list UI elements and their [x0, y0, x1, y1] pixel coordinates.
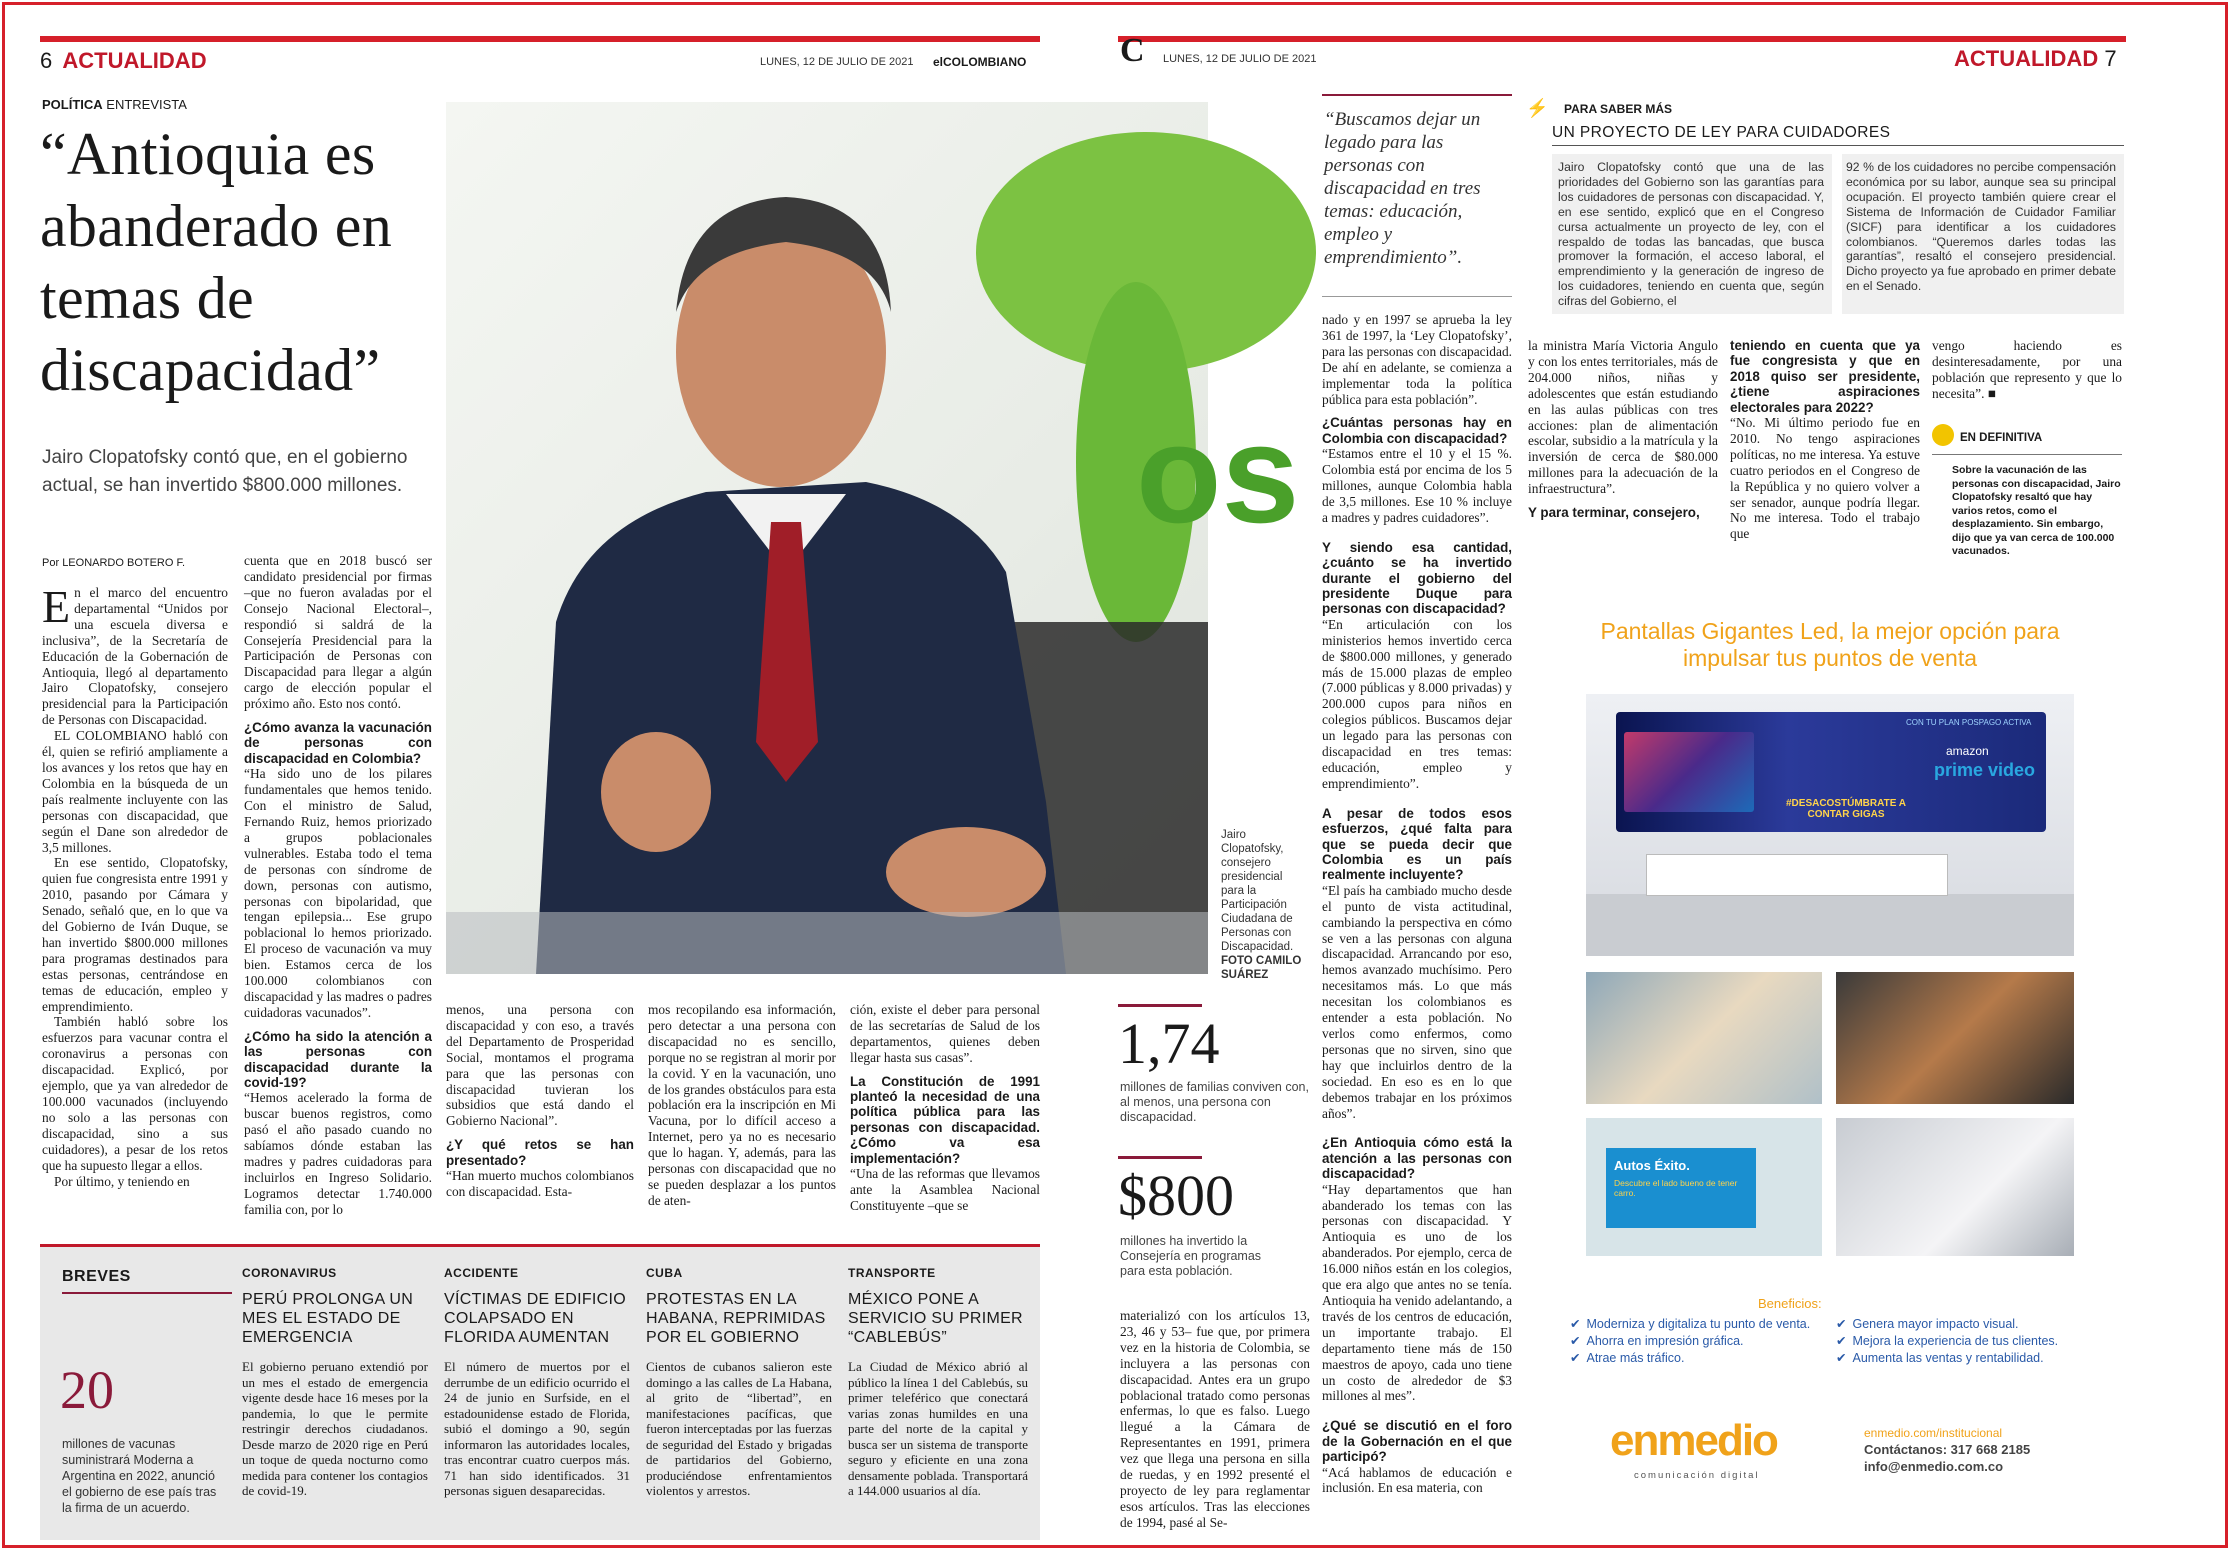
info-box: [1524, 94, 2124, 316]
breve-1-headline: PERÚ PROLONGA UN MES EL ESTADO DE EMERGENCIA: [242, 1291, 414, 1346]
col5-answer-1: “Una de las reformas que llevamos ante la Asamblea Nacional Constituyente –que se: [850, 1166, 1040, 1213]
ad-beneficios-title: Beneficios:: [1758, 1296, 1822, 1311]
article-column-4: [648, 1002, 836, 1209]
ad-photo-autos: [1586, 1118, 1822, 1256]
check-icon: ✔: [1570, 1351, 1581, 1365]
info-box-col1: Jairo Clopatofsky contó que una de las prioridades del Gobierno son las garantías para los cuidadores de personas con discapacidad. Y, en ese sentido, explicó que en el Congreso cursa actualmente un proyecto de ley, con el respaldo de todas las bancadas, que busca promover la formación, el acceso laboral, el emprendimiento y la generación de ingreso de los cuidadores, teniendo en cuenta que, según cifras del Gobierno, el: [1558, 160, 1824, 309]
colA-question-2: Y siendo esa cantidad, ¿cuánto se ha invertido durante el gobierno del presidente Duque para personas con discapacidad?: [1322, 539, 1512, 617]
right-logo-letter: C: [1120, 32, 1145, 69]
ad-photo-store: [1586, 694, 2074, 956]
article-column-1: [42, 581, 228, 1189]
ad-url: enmedio.com/institucional: [1864, 1426, 2003, 1440]
breve-item-4: [848, 1266, 1028, 1499]
stat1-rule: [1118, 1004, 1202, 1007]
pull-quote-rule: [1322, 94, 1512, 96]
right-column-b: [1528, 338, 1718, 520]
ad-store-floor: [1586, 894, 2074, 956]
breve-4-category: TRANSPORTE: [848, 1266, 936, 1280]
ad-autos-screen: [1606, 1148, 1756, 1228]
colA-question-5: ¿Qué se discutió en el foro de la Gobernación en el que participó?: [1322, 1418, 1512, 1465]
colB-p1: la ministra María Victoria Angulo y con los entes territoriales, más de 204.000 niños, niñas y adolescentes que están estudiando en las aulas públicas con tres acciones: plan de alimentación escolar, subsidio a la matrícula y la inversión de cerca de $80.000 millones para la adecuación de la infraestructura”.: [1528, 338, 1718, 497]
left-section-label: ACTUALIDAD: [62, 48, 207, 73]
kicker-type: ENTREVISTA: [106, 97, 187, 112]
col3-p1: menos, una persona con discapacidad y con eso, a través del Departamento de Prosperidad Social, montamos el programa para que las personas con discapacidad tuvieran los subsidios que está dando el Gobierno Nacional”.: [446, 1002, 634, 1129]
breve-2-body: El número de muertos por el derrumbe de un edificio ocurrido el 24 de junio en Surfside, en el estadounidense estado de Florida, subió el domingo a 90, según informaron las autoridades locales, tras encontrar cuatro cuerpos más. 71 han sido identificados. 31 personas siguen desaparecidas.: [444, 1359, 630, 1498]
col2-answer-2: “Hemos acelerado la forma de buscar buenos registros, como pasó el año pasado cuando no sabíamos dónde estaban las madres y padres cuidadoras para incluirlos en Ingreso Solidario. Logramos detectar 1.740.000 familia con, por lo: [244, 1090, 432, 1217]
col1-p2: EL COLOMBIANO habló con él, quien se refirió ampliamente a los avances y los retos que hay en Colombia en la búsqueda de un país realmente incluyente con las personas con discapacidad, que según el Dane son alrededor de 3,5 millones.: [42, 728, 228, 855]
deck: Jairo Clopatofsky contó que, en el gobierno actual, se han invertido $800.000 millones.: [42, 447, 408, 496]
colA-question-3: A pesar de todos esos esfuerzos, ¿qué falta para que se pueda decir que Colombia es un país realmente incluyente?: [1322, 805, 1512, 883]
colA-answer-1: “Estamos entre el 10 y el 15 %. Colombia está por encima de los 5 millones, aunque Colombia habla de 3,5 millones. Ese 10 % incluye a madres y padres cuidadores”.: [1322, 446, 1512, 525]
definitiva-rule: [1932, 454, 2122, 455]
info-box-col2: 92 % de los cuidadores no percibe compensación económica por su labor, aunque sea su principal ocupación. El proyecto también quiere crear el Sistema de Información de Cuidador Familiar (SICF) para identificar a los cuidadores colombianos. “Queremos darles todas las garantías”, resaltó el consejero presidencial. Dicho proyecto ya fue aprobado en primer debate en el Senado.: [1846, 160, 2116, 294]
ad-store-counter: [1646, 854, 1948, 896]
col3-answer-1: “Han muerto muchos colombianos con discapacidad. Esta-: [446, 1168, 634, 1199]
definitiva-text: Sobre la vacunación de las personas con discapacidad, Jairo Clopatofsky resaltó que hay varios retos, como el desplazamiento. Sin embargo, dijo que ya van cerca de 100.000 vacunados.: [1952, 464, 2121, 557]
left-page-number: 6: [40, 48, 53, 73]
col1-p5: Por último, y teniendo en: [54, 1173, 190, 1189]
ad-photo-screens: [1836, 972, 2074, 1104]
colB-question-1: Y para terminar, consejero,: [1528, 505, 1700, 521]
stat2-number: $800: [1118, 1163, 1234, 1228]
photo-caption: [1221, 828, 1305, 982]
ad-beneficio-item: ✔ Ahorra en impresión gráfica.: [1570, 1334, 1744, 1348]
col1-p4: También habló sobre los esfuerzos para vacunar contra el coronavirus a personas con discapacidad. Explicó, por ejemplo, que ya van alrededor de 100.000 vacunados (incluyendo no solo a las personas con discapacidad, sino a sus cuidadores), a pesar de los retos que ha supuesto llegar a ellos.: [42, 1014, 228, 1173]
colD-p1: vengo haciendo es desinteresadamente, por una población que represento y que lo necesita”. ■: [1932, 338, 2122, 401]
breves-big-number: 20: [60, 1360, 114, 1420]
right-column-a: [1322, 312, 1512, 1496]
advertisement: [1530, 578, 2126, 1544]
colC-question-1: teniendo en cuenta que ya fue congresista y que en 2018 quiso ser presidente, ¿tiene aspiraciones electorales para 2022?: [1730, 338, 1920, 415]
right-folio: [1954, 46, 2117, 72]
ad-beneficios-left: [1570, 1316, 1820, 1367]
info-box-title: UN PROYECTO DE LEY PARA CUIDADORES: [1552, 124, 1891, 141]
colA-question-4: ¿En Antioquia cómo está la atención a las personas con discapacidad?: [1322, 1135, 1512, 1182]
article-column-3: [446, 1002, 634, 1200]
ad-logo: enmedio: [1610, 1416, 1777, 1465]
byline-author: LEONARDO BOTERO F.: [62, 557, 186, 569]
colA-answer-3: “El país ha cambiado mucho desde el punto de vista actitudinal, cambiando la perspectiva en cómo se ven a las personas con alguna discapacidad. Arrancando por eso, hemos avanzado muchísimo. Pero necesitamos más. Lo que más necesitan los colombianos es entender a esta población. No verlos como enfermos, como personas que no sirven, sino que hay que incluirlos dentro de la sociedad. En eso es en lo que debemos trabajar en los próximos años”.: [1322, 882, 1512, 1121]
colA-question-1: ¿Cuántas personas hay en Colombia con discapacidad?: [1322, 415, 1512, 446]
breve-item-3: [646, 1266, 832, 1499]
col2-question-1: ¿Cómo avanza la vacunación de personas con discapacidad en Colombia?: [244, 720, 432, 766]
right-top-rule: [1118, 36, 2126, 42]
kicker: [42, 97, 187, 112]
ad-photo-car-display: [1836, 1118, 2074, 1256]
ad-beneficio-item: ✔ Atrae más tráfico.: [1570, 1351, 1685, 1365]
col2-answer-1: “Ha sido uno de los pilares fundamentales que hemos tenido. Con el ministro de Salud, Fernando Ruiz, hemos priorizado a grupos poblacionales vulnerables. Estaba todo el tema de personas con síndrome de down, personas con autismo, personas con bipolaridad, que tengan epilepsia... Ese grupo poblacional lo hemos priorizado. El proceso de vacunación va muy bien. Estamos cerca de los 100.000 colombianos con discapacidad y las madres o padres cuidadoras vacunados”.: [244, 766, 432, 1020]
pull-quote-bottom-rule: [1322, 296, 1512, 297]
breve-item-1: [242, 1266, 428, 1499]
right-column-c: [1730, 338, 1920, 542]
definitiva-icon: [1932, 424, 1954, 446]
ad-autos-title: Autos Éxito.: [1614, 1158, 1690, 1173]
breve-item-2: [444, 1266, 630, 1499]
breve-4-headline: MÉXICO PONE A SERVICIO SU PRIMER “CABLEBÚS”: [848, 1291, 1023, 1346]
article-column-5: [850, 1002, 1040, 1214]
article-column-2: [244, 553, 432, 1218]
left-top-rule: [40, 36, 1040, 42]
check-icon: ✔: [1836, 1317, 1847, 1331]
check-icon: ✔: [1570, 1334, 1581, 1348]
stat2-text: millones ha invertido la Consejería en programas para esta población.: [1120, 1234, 1262, 1278]
breve-3-category: CUBA: [646, 1266, 683, 1280]
col1-p3: En ese sentido, Clopatofsky, quien fue congresista entre 1991 y 2010, pasando por Cámara y Senado, señaló que, en lo que va del Gobierno de Iván Duque, se han invertido $800.000 millones para programas destinados para estas personas, centrándose en temas de educación, empleo y emprendimiento.: [42, 855, 228, 1014]
colstat-p1: materializó con los artículos 13, 23, 46 y 53– fue que, por primera vez en la historia de Colombia, se incluyera a las personas con discapacidad. Antes era un grupo poblacional tratado como personas enfermas, lo que es falso. Luego llegué a la Cámara de Representantes en 1991, primera vez que llega una persona en silla de ruedas, y en 1992 presenté el proyecto de ley para reglamentar esos artículos. Tras las elecciones de 1994, pasé al Se-: [1120, 1308, 1310, 1530]
breve-3-headline: PROTESTAS EN LA HABANA, REPRIMIDAS POR EL GOBIERNO: [646, 1291, 826, 1346]
ad-screen-collage: [1624, 732, 1754, 812]
check-icon: ✔: [1836, 1351, 1847, 1365]
colC-answer-1: “No. Mi último periodo fue en 2010. No tengo aspiraciones políticas, no me interesa. Ya estuve cuatro periodos en el Congreso de la República y no quiero volver a ser senador, aunque podría llegar. No me interesa. Todo el trabajo que: [1730, 415, 1920, 542]
stat1-text: millones de familias conviven con, al menos, una persona con discapacidad.: [1120, 1080, 1309, 1124]
col3-question-1: ¿Y qué retos se han presentado?: [446, 1137, 634, 1168]
right-page-number: 7: [2104, 46, 2117, 71]
right-date: LUNES, 12 DE JULIO DE 2021: [1163, 53, 1317, 65]
breve-4-body: La Ciudad de México abrió al público la línea 1 del Cablebús, su primer teleférico que conectará varias zonas humildes en una parte del norte de la capital y busca ser un sistema de transporte seguro y eficiente en una zona densamente poblada. Transportará a 144.000 usuarios al día.: [848, 1359, 1028, 1498]
ad-screen-product: prime video: [1934, 760, 2036, 780]
byline-prefix: Por: [42, 557, 60, 569]
colA-answer-4: “Hay departamentos que han abanderado los temas con las personas con discapacidad. Y Antioquia es uno de los abanderados. Por ejemplo, cerca de 16.000 niños están en los colegios, que era algo que antes no se tenía. Antioquia ha venido adelantando, a través de los centros de educación, un importante trabajo. El departamento tiene más de 150 maestros de apoyo, cada uno tiene un costo de alrededor de $3 millones al mes”.: [1322, 1181, 1513, 1404]
ad-headline: Pantallas Gigantes Led, la mejor opción para impulsar tus puntos de venta: [1600, 618, 2060, 671]
ad-screen-banner: CON TU PLAN POSPAGO ACTIVA: [1906, 718, 2032, 727]
caption-text: Jairo Clopatofsky, consejero presidencial para la Participación Ciudadana de Personas con Discapacidad.: [1221, 829, 1294, 953]
drop-cap: E: [42, 581, 71, 632]
col1-p1: n el marco del encuentro departamental “Unidos por una escuela diversa e inclusiva”, de la Secretaría de Educación de la Gobernación de Antioquia, llegó al departamento Jairo Clopatofsky, consejero presidencial para la Participación de Personas con Discapacidad.: [42, 585, 228, 728]
ad-email: info@enmedio.com.co: [1864, 1459, 2004, 1474]
breve-2-category: ACCIDENTE: [444, 1266, 519, 1280]
svg-text:os: os: [1136, 395, 1300, 552]
check-icon: ✔: [1570, 1317, 1581, 1331]
ad-photo-mall: [1586, 972, 1822, 1104]
ad-beneficio-item: ✔ Genera mayor impacto visual.: [1836, 1317, 2019, 1331]
ad-screen-slogan: #DESACOSTÚMBRATE A CONTAR GIGAS: [1785, 798, 1906, 820]
info-box-icon: ⚡: [1526, 98, 1549, 118]
breves-top-rule: [40, 1244, 1040, 1247]
col2-p1: cuenta que en 2018 buscó ser candidato presidencial por firmas –que no fueron avaladas por el Consejo Nacional Electoral–, respondió si saldrá de la Consejería Presidencial para la Participación de Personas con Discapacidad para llegar a algún cargo de elección popular el próximo año. Esto nos contó.: [244, 553, 432, 712]
breve-1-category: CORONAVIRUS: [242, 1266, 337, 1280]
ad-beneficio-item: ✔ Aumenta las ventas y rentabilidad.: [1836, 1351, 2044, 1365]
breve-2-headline: VÍCTIMAS DE EDIFICIO COLAPSADO EN FLORIDA AUMENTAN: [444, 1291, 627, 1346]
ad-contact: Contáctanos: 317 668 2185: [1864, 1442, 2031, 1457]
colA-answer-2: “En articulación con los ministerios hemos invertido cerca de $800.000 millones, y generado más de 15.000 plazas de empleo (7.000 públicas y 8.000 privadas) y 200.000 cupos para niños en colegios públicos. Buscamos dejar un legado para las personas con discapacidad en tres temas: educación, empleo y emprendimiento”.: [1322, 616, 1512, 791]
kicker-section: POLÍTICA: [42, 97, 103, 112]
right-column-stat: [1120, 1308, 1310, 1531]
col4-p1: mos recopilando esa información, pero detectar a una persona con discapacidad no es sencillo, porque no se registran al morir por la covid. Y en la vacunación, uno de los grandes obstáculos para esta población era la inscripción en Mi Vacuna, por lo difícil acceso a Internet, pero ya no es necesario que lo hagan. Y, además, para las personas con discapacidad que no se pueden desplazar a los puntos de aten-: [648, 1002, 836, 1208]
photo-credit: FOTO CAMILO SUÁREZ: [1221, 955, 1302, 981]
headline: “Antioquia es abanderado en temas de discapacidad”: [40, 121, 393, 403]
left-newspaper-name: elCOLOMBIANO: [933, 55, 1027, 69]
info-box-title-rule: [1552, 145, 2124, 146]
left-date: LUNES, 12 DE JULIO DE 2021: [760, 56, 914, 68]
ad-beneficios-right: [1836, 1316, 2096, 1367]
colA-answer-5: “Acá hablamos de educación e inclusión. En esa materia, con: [1322, 1464, 1512, 1496]
breve-1-body: El gobierno peruano extendió por un mes el estado de emergencia vigente desde hace 16 meses por la pandemia, lo que le permite restringir derechos ciudadanos. Desde marzo de 2020 rige en Perú un toque de queda nocturno como medida para contener los contagios de covid-19.: [242, 1359, 428, 1498]
breves-label-rule: [62, 1292, 232, 1294]
breves-big-number-text: millones de vacunas suministrará Moderna a Argentina en 2022, anunció el gobierno de ese país tras la firma de un acuerdo.: [62, 1437, 217, 1515]
right-column-d: [1932, 338, 2122, 402]
ad-logo-sub: comunicación digital: [1634, 1470, 1760, 1481]
ad-screen-brand: amazon: [1946, 744, 1989, 758]
breve-3-body: Cientos de cubanos salieron este domingo a las calles de La Habana, al grito de “libertad”, en manifestaciones pacíficas, que fueron interceptadas por las fuerzas de seguridad del Estado y brigadas de partidarios del Gobierno, produciéndose enfrentamientos violentos y arrestos.: [646, 1359, 832, 1498]
right-section-label: ACTUALIDAD: [1954, 46, 2099, 71]
breves-section: [40, 1244, 1040, 1540]
stat1-number: 1,74: [1118, 1011, 1220, 1076]
pull-quote: “Buscamos dejar un legado para las personas con discapacidad en tres temas: educación, empleo y emprendimiento”.: [1324, 109, 1481, 268]
col5-p1: ción, existe el deber para personal de las secretarías de Salud de los departamentos, quienes deben llegar hasta sus casas”.: [850, 1002, 1040, 1065]
ad-autos-text: Descubre el lado bueno de tener carro.: [1614, 1178, 1738, 1198]
stat2-rule: [1118, 1156, 1202, 1159]
info-box-kicker: PARA SABER MÁS: [1564, 102, 1673, 116]
ad-led-screen: [1616, 712, 2046, 832]
definitiva-label: EN DEFINITIVA: [1960, 432, 2043, 444]
left-folio: [40, 48, 207, 74]
col2-question-2: ¿Cómo ha sido la atención a las personas con discapacidad durante la covid-19?: [244, 1028, 432, 1090]
colA-p1: nado y en 1997 se aprueba la ley 361 de 1997, la ‘Ley Clopatofsky’, para las personas con discapacidad. De ahí en adelante, se comienza a implementar toda la política pública para esta población”.: [1322, 312, 1512, 407]
breves-label: BREVES: [62, 1268, 131, 1285]
ad-beneficio-item: ✔ Moderniza y digitaliza tu punto de venta.: [1570, 1317, 1811, 1331]
col5-question-1: La Constitución de 1991 planteó la necesidad de una política pública para las personas con discapacidad. ¿Cómo va esa implementación?: [850, 1073, 1040, 1166]
check-icon: ✔: [1836, 1334, 1847, 1348]
ad-beneficio-item: ✔ Mejora la experiencia de tus clientes.: [1836, 1334, 2059, 1348]
byline: [42, 557, 185, 569]
